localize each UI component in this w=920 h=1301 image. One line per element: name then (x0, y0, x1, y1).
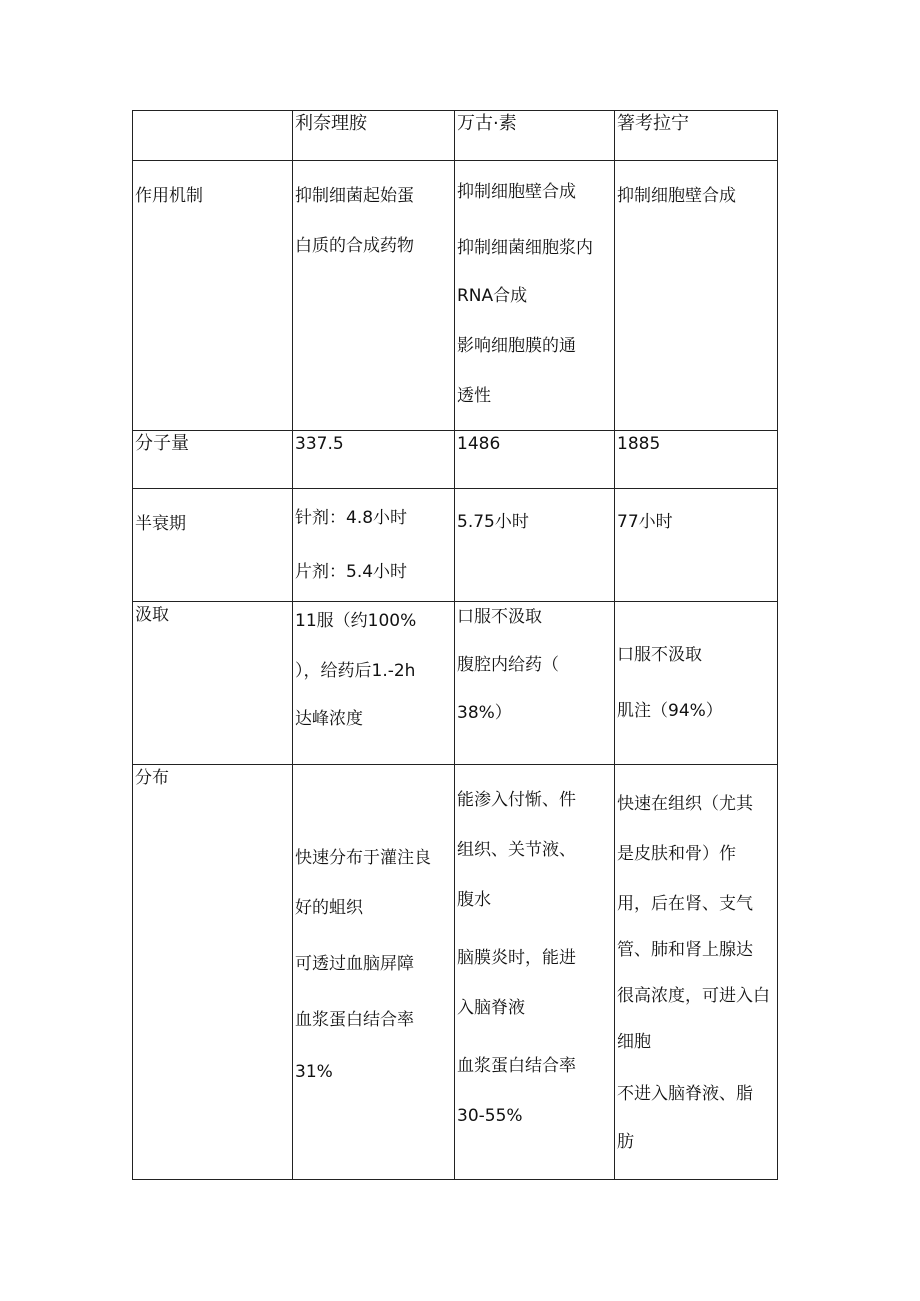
table-cell (293, 489, 455, 602)
table-row-mechanism (133, 161, 778, 431)
row-label-cell (133, 161, 293, 431)
cell-line: 腹腔内给药（ (457, 655, 559, 675)
cell-line: 5.75小时 (457, 512, 529, 532)
row-label: 分布 (135, 768, 169, 788)
row-label-cell (133, 489, 293, 602)
cell-line: 片剂：5.4小时 (295, 562, 408, 582)
cell-line: 抑制细胞壁合成 (457, 182, 576, 202)
cell-line: 细胞 (617, 1032, 651, 1052)
header-row (133, 111, 778, 161)
cell-line: 用，后在肾、支气 (617, 894, 753, 914)
table-cell (455, 489, 615, 602)
cell-line: 抑制细胞壁合成 (617, 186, 736, 206)
cell-line: 影响细胞膜的通 (457, 336, 576, 356)
cell-line: 不进入脑脊液、脂 (617, 1084, 753, 1104)
cell-line: 11服（约100% (295, 611, 417, 631)
table-cell (615, 765, 778, 1180)
row-label: 作用机制 (135, 186, 203, 206)
cell-line: 可透过血脑屏障 (295, 954, 414, 974)
cell-line: RNA合成 (457, 286, 528, 306)
cell-line: 30-55% (457, 1106, 523, 1126)
cell-line: 口服不汲取 (617, 645, 702, 665)
row-label-cell (133, 765, 293, 1180)
row-label: 半衰期 (135, 514, 186, 534)
drug-comparison-table (132, 110, 778, 1180)
row-label-cell (133, 602, 293, 765)
header-label: 万古·素 (457, 113, 517, 134)
table-cell (293, 602, 455, 765)
header-label: 利奈理胺 (295, 113, 367, 134)
cell-line: 血浆蛋白结合率 (295, 1010, 414, 1030)
table-row-half-life (133, 489, 778, 602)
cell-line: 组织、关节液、 (457, 840, 576, 860)
cell-line: 口服不汲取 (457, 607, 542, 627)
table-row-distribution (133, 765, 778, 1180)
cell-line: 针剂：4.8小时 (295, 508, 408, 528)
cell-line: 能渗入付惭、件 (457, 790, 576, 810)
header-drug-vancomycin (455, 111, 615, 161)
header-label: 箸考拉宁 (617, 113, 689, 134)
cell-line: 是皮肤和骨）作 (617, 844, 736, 864)
cell-line: 77小时 (617, 512, 673, 532)
table-cell (455, 161, 615, 431)
cell-line: 1885 (617, 434, 661, 454)
row-label: 汲取 (135, 605, 169, 625)
table-cell (615, 489, 778, 602)
cell-line: 肪 (617, 1132, 634, 1152)
cell-line: 31% (295, 1062, 333, 1082)
cell-line: 透性 (457, 386, 491, 406)
cell-line: 快速分布于灌注良 (295, 848, 431, 868)
cell-line: 337.5 (295, 434, 344, 454)
row-label-cell (133, 431, 293, 489)
table-cell (293, 161, 455, 431)
header-corner-cell (133, 111, 293, 161)
table-row-molecular-weight (133, 431, 778, 489)
cell-line: 白质的合成药物 (295, 236, 414, 256)
header-drug-linezolid (293, 111, 455, 161)
cell-line: 入脑脊液 (457, 998, 525, 1018)
table-row-absorption (133, 602, 778, 765)
cell-line: 抑制细菌起始蛋 (295, 186, 414, 206)
cell-line: 很高浓度，可进入白 (617, 986, 770, 1006)
row-label: 分子量 (135, 433, 189, 454)
cell-line: 达峰浓度 (295, 709, 363, 729)
cell-line: 肌注（94%） (617, 701, 723, 721)
cell-line: 血浆蛋白结合率 (457, 1056, 576, 1076)
cell-line: 1486 (457, 434, 501, 454)
cell-line: ），给药后1.-2h (295, 661, 416, 681)
cell-line: 腹水 (457, 890, 491, 910)
cell-line: 脑膜炎时，能进 (457, 948, 576, 968)
table-cell (293, 765, 455, 1180)
table-cell (455, 602, 615, 765)
table-cell (615, 602, 778, 765)
table-cell (615, 161, 778, 431)
cell-line: 管、肺和肾上腺达 (617, 940, 753, 960)
cell-line: 38%） (457, 703, 512, 723)
table-cell (455, 765, 615, 1180)
table-cell (455, 431, 615, 489)
table-cell (615, 431, 778, 489)
table-cell (293, 431, 455, 489)
cell-line: 快速在组织（尤其 (617, 794, 753, 814)
cell-line: 好的蛆织 (295, 898, 363, 918)
cell-line: 抑制细菌细胞浆内 (457, 238, 593, 258)
header-drug-teicoplanin (615, 111, 778, 161)
